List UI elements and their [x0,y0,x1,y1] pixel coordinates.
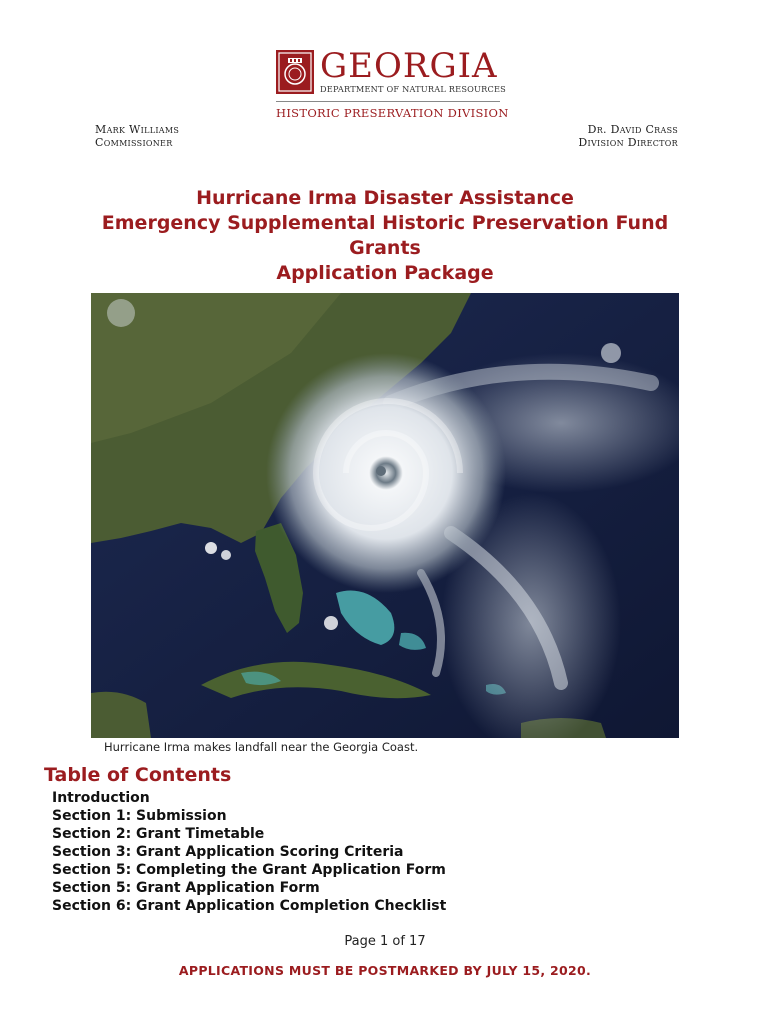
toc-item: Introduction [52,790,150,806]
logo-department: DEPARTMENT OF NATURAL RESOURCES [320,84,506,94]
logo-title: GEORGIA [320,46,498,86]
director-block [578,123,678,149]
toc-list [52,789,446,915]
deadline-notice: APPLICATIONS MUST BE POSTMARKED BY JULY 15, 2020. [178,963,592,978]
toc-item: Section 1: Submission [52,808,227,824]
photo-caption: Hurricane Irma makes landfall near the Georgia Coast. [104,740,419,754]
satellite-illustration [91,293,679,738]
director-name: Dr. David Crass [587,123,678,136]
toc-item: Section 2: Grant Timetable [52,826,265,842]
title-line-4: Application Package [276,262,494,284]
cloud-puff [324,616,338,630]
title-line-1: Hurricane Irma Disaster Assistance [196,187,574,209]
hurricane-core [266,353,506,593]
cloud-puff [221,550,231,560]
toc-item: Section 5: Grant Application Form [52,880,320,896]
cloud-puff [107,299,135,327]
toc-item: Section 6: Grant Application Completion Checklist [52,898,447,914]
title-line-3: Grants [349,237,421,259]
commissioner-name: Mark Williams [95,123,180,136]
director-title: Division Director [578,136,678,149]
commissioner-block [95,123,179,149]
georgia-seal-icon [276,50,314,94]
logo-divider [276,101,500,102]
georgia-dnr-logo [272,46,509,124]
document-title [40,186,730,286]
title-line-2: Emergency Supplemental Historic Preservation Fund [101,212,669,234]
cloud-puff [205,542,217,554]
toc-item: Section 5: Completing the Grant Application Form [52,862,446,878]
cloud-puff [601,343,621,363]
toc-item: Section 3: Grant Application Scoring Criteria [52,844,404,860]
page-number: Page 1 of 17 [344,934,426,949]
hurricane-eye [376,466,386,476]
toc-heading: Table of Contents [44,764,232,786]
logo-division: HISTORIC PRESERVATION DIVISION [276,106,509,120]
hurricane-satellite-image [91,293,679,738]
commissioner-title: Commissioner [95,136,173,149]
